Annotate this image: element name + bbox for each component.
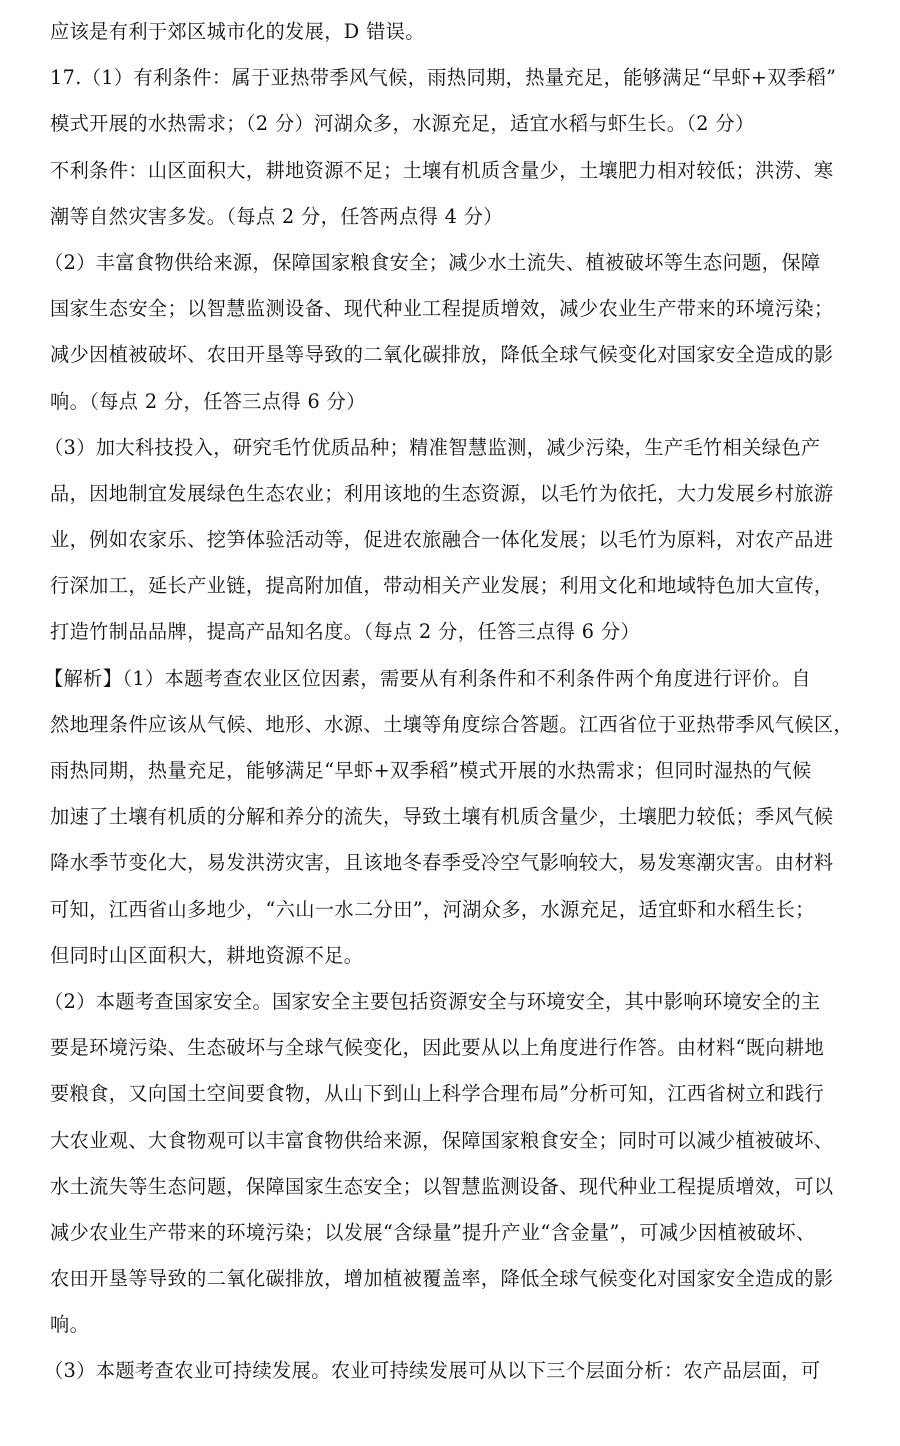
text-line: 大农业观、大食物观可以丰富食物供给来源，保障国家粮食安全；同时可以减少植被破坏、 bbox=[50, 1128, 834, 1152]
text-line: 响。 bbox=[50, 1313, 90, 1337]
text-line: 要是环境污染、生态破坏与全球气候变化，因此要从以上角度进行作答。由材料“既向耕地 bbox=[50, 1036, 825, 1060]
text-line: 响。（每点 2 分，任答三点得 6 分） bbox=[50, 389, 366, 413]
text-line: 农田开垦等导致的二氧化碳排放，增加植被覆盖率，降低全球气候变化对国家安全造成的影 bbox=[50, 1267, 834, 1291]
text-line: 水土流失等生态问题，保障国家生态安全；以智慧监测设备、现代种业工程提质增效，可以 bbox=[50, 1174, 834, 1198]
text-line: 潮等自然灾害多发。（每点 2 分，任答两点得 4 分） bbox=[50, 204, 503, 228]
text-line: 【解析】（1）本题考查农业区位因素，需要从有利条件和不利条件两个角度进行评价。自 bbox=[44, 666, 811, 690]
text-line: 然地理条件应该从气候、地形、水源、土壤等角度综合答题。江西省位于亚热带季风气候区， bbox=[50, 712, 854, 736]
text-line: 可知，江西省山多地少，“六山一水二分田”，河湖众多，水源充足，适宜虾和水稻生长； bbox=[50, 897, 815, 921]
text-line: 业，例如农家乐、挖笋体验活动等，促进农旅融合一体化发展；以毛竹为原料，对农产品进 bbox=[50, 528, 834, 552]
text-line: 17.（1）有利条件：属于亚热带季风气候，雨热同期，热量充足，能够满足“早虾+双季稻” bbox=[50, 66, 837, 90]
text-line: 加速了土壤有机质的分解和养分的流失，导致土壤有机质含量少，土壤肥力较低；季风气候 bbox=[50, 805, 834, 829]
text-line: 打造竹制品品牌，提高产品知名度。（每点 2 分，任答三点得 6 分） bbox=[50, 620, 641, 644]
text-line: 要粮食，又向国土空间要食物，从山下到山上科学合理布局”分析可知，江西省树立和践行 bbox=[50, 1082, 825, 1106]
text-line: 品，因地制宜发展绿色生态农业；利用该地的生态资源，以毛竹为依托，大力发展乡村旅游 bbox=[50, 481, 834, 505]
text-line: （2）本题考查国家安全。国家安全主要包括资源安全与环境安全，其中影响环境安全的主 bbox=[44, 989, 821, 1013]
text-line: 但同时山区面积大，耕地资源不足。 bbox=[50, 943, 364, 967]
text-line: 行深加工，延长产业链，提高附加值，带动相关产业发展；利用文化和地域特色加大宣传， bbox=[50, 574, 834, 598]
text-line: 不利条件：山区面积大，耕地资源不足；土壤有机质含量少，土壤肥力相对较低；洪涝、寒 bbox=[50, 158, 834, 182]
text-line: 减少农业生产带来的环境污染；以发展“含绿量”提升产业“含金量”，可减少因植被破坏、 bbox=[50, 1220, 816, 1244]
text-line: 雨热同期，热量充足，能够满足“早虾+双季稻”模式开展的水热需求；但同时湿热的气候 bbox=[50, 759, 812, 782]
text-line: （3）加大科技投入，研究毛竹优质品种；精准智慧监测，减少污染，生产毛竹相关绿色产 bbox=[44, 435, 821, 459]
text-line: （2）丰富食物供给来源，保障国家粮食安全；减少水土流失、植被破坏等生态问题，保障 bbox=[44, 250, 821, 274]
text-line: 模式开展的水热需求；（2 分）河湖众多，水源充足，适宜水稻与虾生长。（2 分） bbox=[50, 112, 755, 136]
text-line: 国家生态安全；以智慧监测设备、现代种业工程提质增效，减少农业生产带来的环境污染； bbox=[50, 297, 834, 321]
text-line: 减少因植被破坏、农田开垦等导致的二氧化碳排放，降低全球气候变化对国家安全造成的影 bbox=[50, 343, 834, 367]
text-line: 降水季节变化大，易发洪涝灾害，且该地冬春季受冷空气影响较大，易发寒潮灾害。由材料 bbox=[50, 851, 834, 875]
text-line: （3）本题考查农业可持续发展。农业可持续发展可从以下三个层面分析：农产品层面，可 bbox=[44, 1359, 821, 1383]
text-line: 应该是有利于郊区城市化的发展，D 错误。 bbox=[50, 20, 425, 43]
